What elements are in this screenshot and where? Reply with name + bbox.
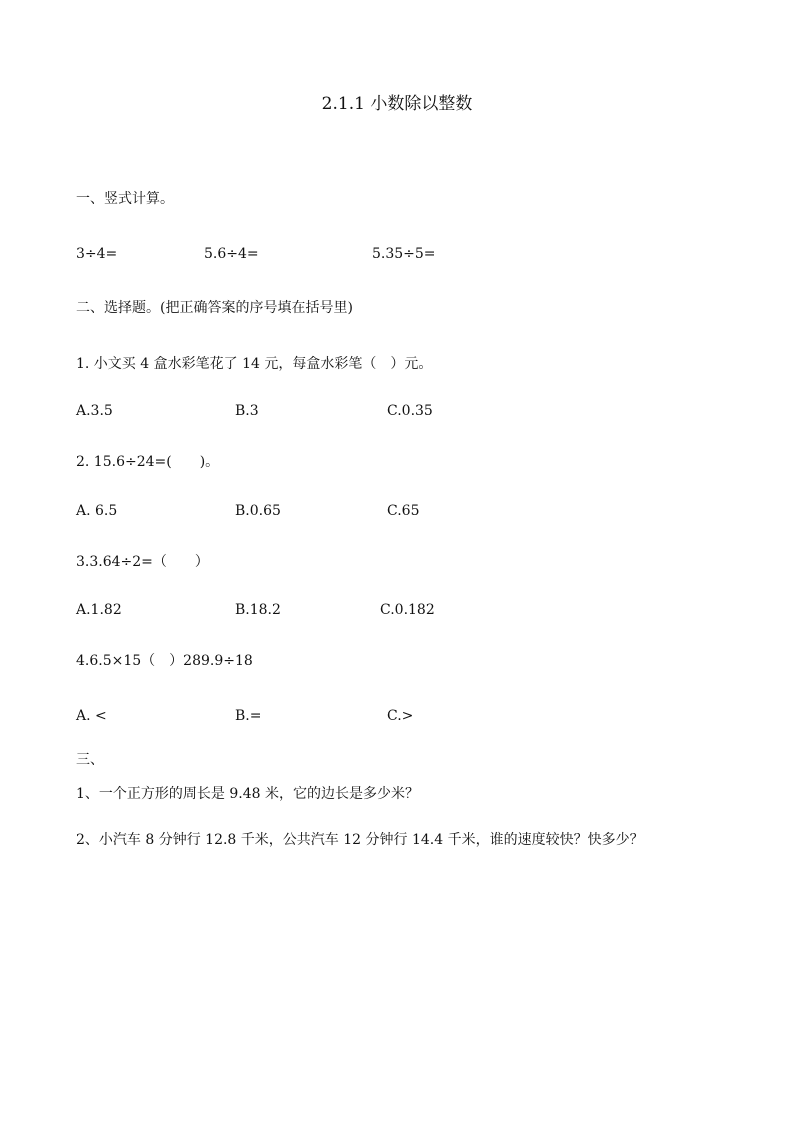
word-problem-1: 1、一个正方形的周长是 9.48 米，它的边长是多少米？	[76, 786, 419, 802]
option-a: A. 6.5	[76, 503, 118, 519]
option-b: B.18.2	[235, 602, 281, 618]
option-c: C.65	[387, 503, 420, 519]
section3-heading: 三、	[76, 752, 104, 768]
option-b: B.3	[235, 403, 259, 419]
option-c: C.0.182	[380, 602, 435, 618]
option-a: A.3.5	[76, 403, 113, 419]
calc-item: 3÷4=	[76, 246, 118, 262]
question-3: 3.3.64÷2=（ ）	[76, 554, 209, 570]
option-a: A.1.82	[76, 602, 122, 618]
question-1: 1. 小文买 4 盒水彩笔花了 14 元，每盒水彩笔（ ）元。	[76, 356, 433, 372]
word-problem-2: 2、小汽车 8 分钟行 12.8 千米，公共汽车 12 分钟行 14.4 千米，谁的速度较快？快多少？	[76, 832, 644, 848]
option-b: B.=	[235, 708, 262, 724]
calc-item: 5.6÷4=	[204, 246, 259, 262]
section1-heading: 一、竖式计算。	[76, 191, 174, 207]
question-2: 2. 15.6÷24=( )。	[76, 454, 220, 470]
option-b: B.0.65	[235, 503, 281, 519]
option-c: C.0.35	[387, 403, 433, 419]
question-4: 4.6.5×15（ ）289.9÷18	[76, 653, 253, 669]
page-title: 2.1.1 小数除以整数	[321, 94, 473, 114]
section2-heading: 二、选择题。(把正确答案的序号填在括号里)	[76, 300, 353, 316]
option-c: C.>	[387, 708, 414, 724]
calc-item: 5.35÷5=	[372, 246, 436, 262]
option-a: A. <	[76, 708, 107, 724]
